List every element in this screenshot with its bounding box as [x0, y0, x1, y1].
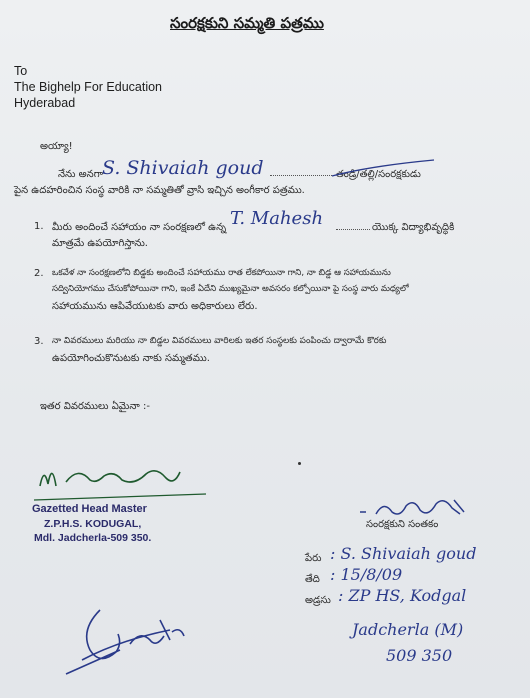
- point-1-line2: మాత్రమే ఉపయోగిస్తాను.: [52, 238, 148, 249]
- other-details-label: ఇతర వివరములు ఏమైనా :-: [40, 401, 150, 412]
- intro-prefix: నేను అనగా: [58, 169, 103, 180]
- date-label: తేది: [305, 574, 320, 585]
- address-line3: 509 350: [386, 646, 453, 665]
- page-title: సంరక్షకుని సమ్మతి పత్రము: [170, 14, 324, 32]
- name-label: పేరు: [305, 553, 322, 564]
- point-1-suffix: యొక్క విద్యాభివృద్ధికి: [372, 222, 455, 233]
- strike-mark-icon: [330, 158, 440, 182]
- point-3-number: 3.: [34, 336, 44, 347]
- point-1-prefix: మీరు అందించే సహాయం నా సంరక్షణలో ఉన్న: [52, 222, 227, 233]
- stamp-school: Z.P.H.S. KODUGAL,: [44, 518, 142, 530]
- point-1-number: 1.: [34, 221, 44, 232]
- intro-line2: పైన ఉదహరించిన సంస్థ వారికి నా సమ్మతితో వ్రాసి ఇచ్చిన అంగీకార పత్రము.: [14, 185, 305, 196]
- intro-suffix: తండ్రి/తల్లి/సంరక్షకుడు: [336, 169, 421, 180]
- point-2-line2: సద్వినియోగము చేసుకోపోయినా గాని, ఇంకే ఏదేని ముఖ్యమైనా అవసరం కల్పోయినా పై సంస్థ వారు మధ్యలో: [52, 284, 409, 294]
- address-line2: Jadcherla (M): [352, 620, 464, 639]
- name-value: : S. Shivaiah goud: [330, 544, 477, 563]
- bottom-signature: [60, 600, 200, 680]
- guardian-signature: [356, 494, 476, 520]
- to-line: To: [14, 64, 28, 78]
- name-dotted-line: [270, 175, 334, 176]
- stamp-address: Mdl. Jadcherla-509 350.: [34, 532, 152, 544]
- student-dotted-line: [336, 229, 370, 230]
- point-3-line2: ఉపయోగించుకొనుటకు నాకు సమ్మతము.: [52, 353, 210, 364]
- point-2-line3: సహాయమును ఆపివేయుటకు వారు అధికారులు లేరు.: [52, 301, 258, 312]
- stamp-title: Gazetted Head Master: [32, 503, 147, 515]
- ink-dot: [298, 462, 301, 465]
- student-name-handwritten: T. Mahesh: [230, 208, 324, 229]
- address-label: అడ్రసు: [305, 595, 331, 606]
- org-line: The Bighelp For Education: [14, 80, 163, 94]
- point-3-line1: నా వివరములు మరియు నా బిడ్డల వివరములు వారిలకు ఇతర సంస్థలకు పంపించు ద్వారామే కొరకు: [52, 336, 387, 346]
- headmaster-signature: [30, 456, 210, 506]
- point-2-number: 2.: [34, 268, 44, 279]
- guardian-signature-label: సంరక్షకుని సంతకం: [366, 519, 439, 530]
- guardian-name-handwritten: S. Shivaiah goud: [102, 157, 264, 179]
- address-line1: : ZP HS, Kodgal: [338, 586, 467, 605]
- salutation: అయ్యా!: [40, 141, 73, 152]
- city-line: Hyderabad: [14, 96, 76, 110]
- date-value: : 15/8/09: [330, 565, 403, 584]
- point-2-line1: ఒకవేళ నా సంరక్షణలోని బిడ్డకు అందించే సహాయము రాత లేకపోయినా గాని, నా బిడ్డ ఆ సహాయమును: [52, 268, 391, 278]
